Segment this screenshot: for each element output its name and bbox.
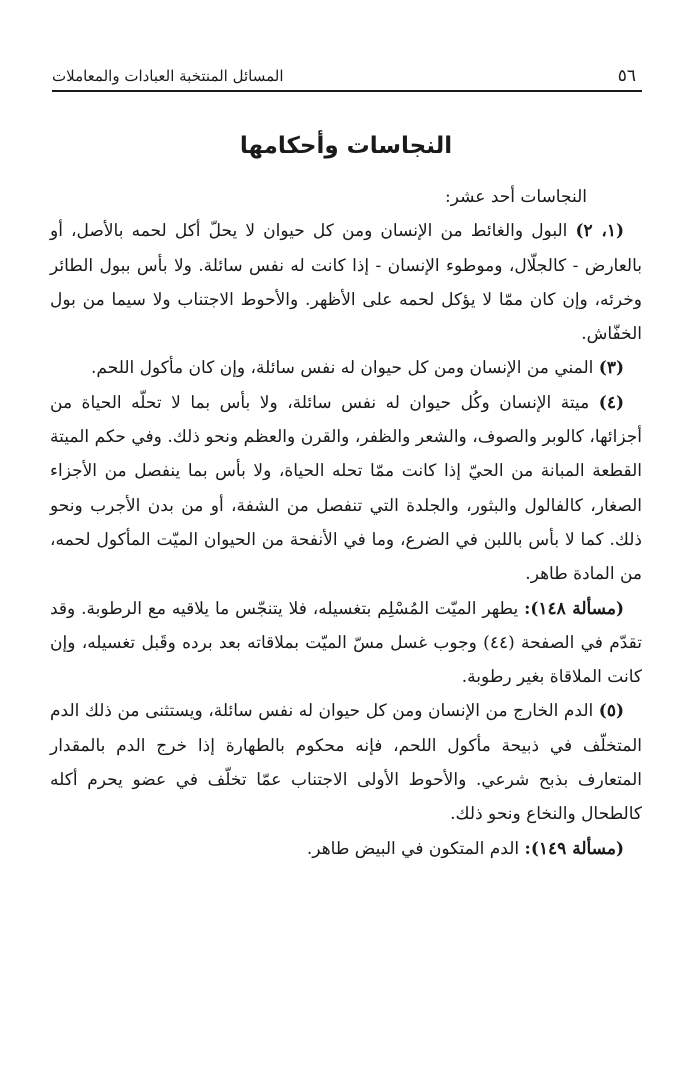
paragraph-intro <box>50 180 642 214</box>
item-label: (٥) <box>598 701 624 722</box>
paragraph-semen <box>50 351 642 385</box>
paragraph-issue-148 <box>50 592 642 695</box>
page-number: ٥٦ <box>617 66 636 86</box>
issue-label: (مسألة ١٤٩): <box>524 838 624 859</box>
paragraph-carrion <box>50 386 642 592</box>
paragraph-text: المني من الإنسان ومن كل حيوان له نفس سائلة، وإن كان مأكول اللحم. <box>91 358 599 379</box>
book-title: المسائل المنتخبة العبادات والمعاملات <box>52 67 284 85</box>
intro-text: النجاسات أحد عشر: <box>445 187 587 207</box>
paragraph-text: البول والغائط من الإنسان ومن كل حيوان لا يحلّ أكل لحمه بالأصل، أو بالعارض - كالجلّال، وموطوء الإنسان - إذا كانت له نفس سائلة. ولا بأس ببول الطائر وخرئه، وإن كان ممّا لا يؤكل لحمه على الأظهر. والأحوط الاجتناب ولا سيما من بول الخفّاش. <box>50 221 642 345</box>
body-text <box>50 180 642 866</box>
paragraph-text: يطهر الميّت المُسْلِم بتغسيله، فلا يتنجّس ما يلاقيه مع الرطوبة. وقد تقدّم في الصفحة (٤٤) وجوب غسل مسّ الميّت بملاقاته بعد برده وقَبل تغسيله، وإن كانت الملاقاة بغير رطوبة. <box>50 598 642 688</box>
item-label: (٣) <box>598 358 624 379</box>
paragraph-urine-feces <box>50 214 642 351</box>
issue-label: (مسألة ١٤٨): <box>524 598 624 619</box>
paragraph-issue-149 <box>50 832 642 866</box>
paragraph-text: الدم المتكون في البيض طاهر. <box>306 838 525 859</box>
paragraph-text: الدم الخارج من الإنسان ومن كل حيوان له نفس سائلة، ويستثنى من ذلك الدم المتخلّف في ذبيحة مأكول اللحم، فإنه محكوم بالطهارة إذا خرج الدم بالمقدار المتعارف بذبح شرعي. والأحوط الأولى الاجتناب عمّا تخلّف في عضو يحرم أكله كالطحال والنخاع ونحو ذلك. <box>50 701 642 825</box>
item-label: (٤) <box>598 392 624 413</box>
running-header <box>52 62 642 92</box>
paragraph-blood <box>50 694 642 831</box>
paragraph-text: ميتة الإنسان وكُل حيوان له نفس سائلة، ولا بأس بما لا تحلّه الحياة من أجزائها، كالوبر والصوف، والشعر والظفر، والقرن والعظم ونحو ذلك. وفي حكم الميتة القطعة المبانة من الحيّ إذا كانت ممّا تحله الحياة، ولا بأس بما ينفصل من الأجزاء الصغار، كالفالول والبثور، والجلدة التي تنفصل من الشفة، أو من بدن الأجرب ونحو ذلك. كما لا بأس باللبن في الضرع، وما في الأنفحة من الحيوان الميّت المأكول لحمه، من المادة طاهر. <box>50 392 642 585</box>
header-rule <box>52 90 642 92</box>
item-label: (١، ٢) <box>575 221 624 242</box>
section-title: النجاسات وأحكامها <box>239 133 453 159</box>
